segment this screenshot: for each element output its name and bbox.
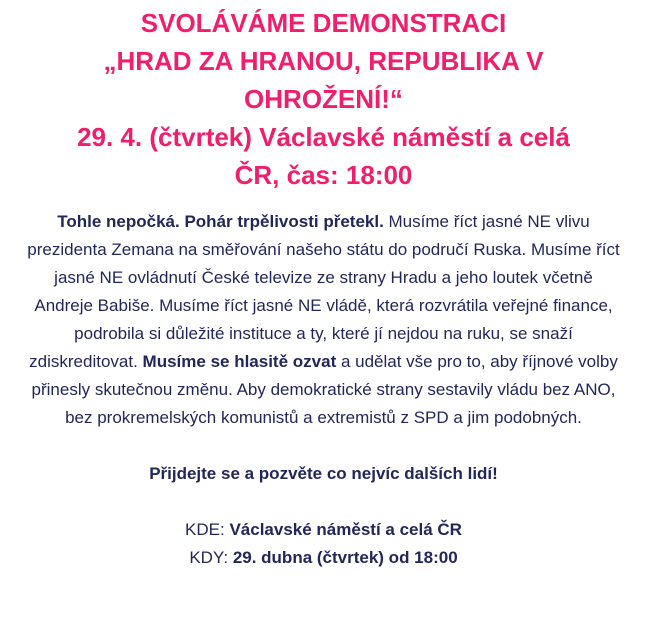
headline-line-2: „HRAD ZA HRANOU, REPUBLIKA V	[103, 46, 544, 76]
headline	[20, 4, 627, 118]
headline-line-3: OHROŽENÍ!“	[244, 84, 403, 114]
event-info	[20, 516, 627, 572]
event-date-place-heading	[20, 118, 627, 194]
subhead-line-2: ČR, čas: 18:00	[234, 160, 413, 190]
body-paragraph	[20, 208, 627, 432]
body-text-2: a udělat vše pro to, aby říjnové volby přinesly skutečnou změnu. Aby demokratické strany sestavily vládu bez ANO, bez prokremelských komunistů a extremistů z SPD a jim podobných.	[31, 352, 618, 427]
body-bold-intro: Tohle nepočká. Pohár trpělivosti přetekl.	[57, 212, 384, 231]
where-value: Václavské náměstí a celá ČR	[229, 520, 462, 539]
body-bold-mid: Musíme se hlasitě ozvat	[142, 352, 337, 371]
subhead-line-1: 29. 4. (čtvrtek) Václavské náměstí a celá	[77, 122, 570, 152]
where-row	[20, 516, 627, 544]
body-text-1: Musíme říct jasné NE vlivu prezidenta Zemana na směřování našeho státu do područí Ruska. Musíme říct jasné NE ovládnutí České televize ze strany Hradu a jeho loutek včetně Andreje Babiše. Musíme říct jasné NE vládě, která rozvrátila veřejné finance, podrobila si důležité instituce a ty, které jí nejdou na ruku, se snaží zdiskreditovat.	[27, 212, 620, 371]
when-value: 29. dubna (čtvrtek) od 18:00	[232, 548, 458, 567]
where-label: KDE:	[185, 520, 230, 539]
when-label: KDY:	[189, 548, 233, 567]
headline-line-1: SVOLÁVÁME DEMONSTRACI	[140, 8, 507, 38]
call-to-action: Přijdejte se a pozvěte co nejvíc dalších lidí!	[149, 464, 498, 483]
when-row	[20, 544, 627, 572]
